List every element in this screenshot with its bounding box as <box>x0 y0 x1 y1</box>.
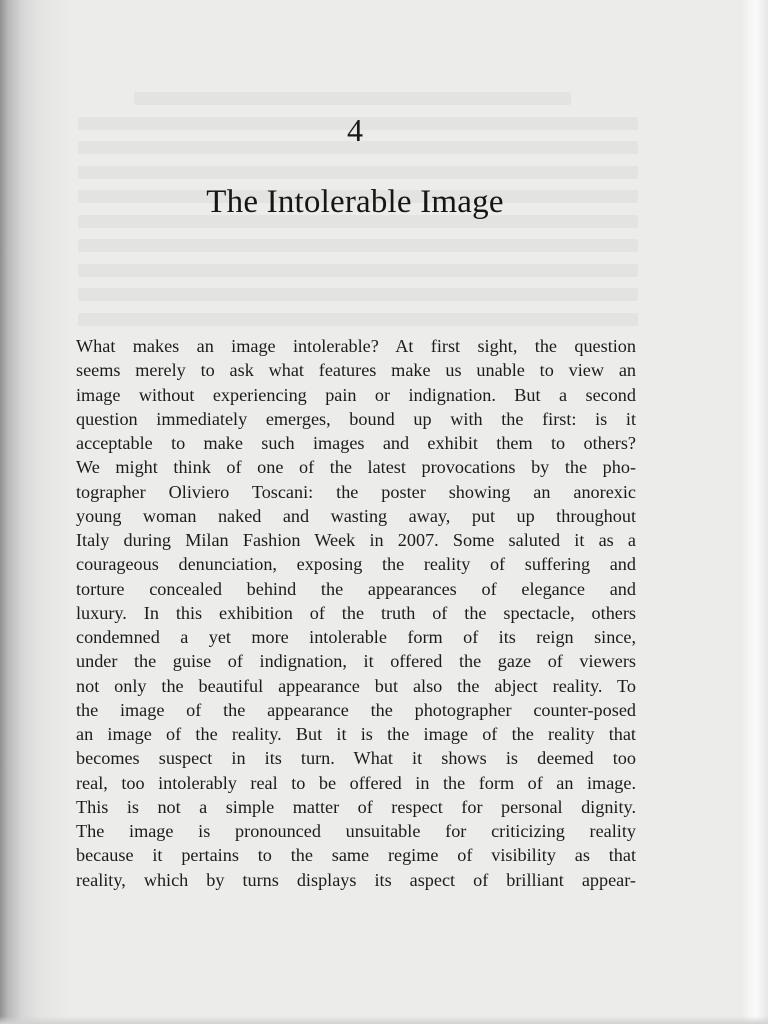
text-line: The image is pronounced unsuitable for criticizing reality <box>76 821 636 841</box>
text-line: under the guise of indignation, it offered the gaze of viewers <box>76 651 636 672</box>
text-line: Italy during Milan Fashion Week in 2007. Some saluted it as a <box>76 530 636 550</box>
text-line: condemned a yet more intolerable form of its reign since, <box>76 627 636 647</box>
text-line: image without experiencing pain or indignation. But a second <box>76 384 636 405</box>
text-line: reality, which by turns displays its aspect of brilliant appear- <box>76 869 636 890</box>
text-line: What makes an image intolerable? At first sight, the question <box>76 336 636 356</box>
text-line: torture concealed behind the appearances of elegance and <box>76 578 636 599</box>
text-line: real, too intolerably real to be offered in the form of an image. <box>76 772 636 793</box>
text-line: acceptable to make such images and exhibit them to others? <box>76 433 636 453</box>
chapter-title: The Intolerable Image <box>206 184 504 220</box>
text-line: becomes suspect in its turn. What it shows is deemed too <box>76 748 636 769</box>
text-line: young woman naked and wasting away, put up throughout <box>76 505 636 526</box>
body-paragraph <box>76 334 636 892</box>
text-line: luxury. In this exhibition of the truth of the spectacle, others <box>76 602 636 623</box>
text-line: because it pertains to the same regime of visibility as that <box>76 845 636 866</box>
text-line: not only the beautiful appearance but also the abject reality. To <box>76 675 636 696</box>
text-line: an image of the reality. But it is the image of the reality that <box>76 724 636 744</box>
page-edge <box>742 0 768 1024</box>
text-line: the image of the appearance the photographer counter-posed <box>76 699 636 720</box>
text-line: tographer Oliviero Toscani: the poster showing an anorexic <box>76 481 636 502</box>
text-line: seems merely to ask what features make us unable to view an <box>76 360 636 381</box>
page-bottom-edge <box>0 1016 768 1024</box>
chapter-number: 4 <box>347 112 363 148</box>
text-line: question immediately emerges, bound up with the first: is it <box>76 408 636 429</box>
text-line: courageous denunciation, exposing the reality of suffering and <box>76 554 636 575</box>
text-line: We might think of one of the latest provocations by the pho- <box>76 457 636 478</box>
binding-shadow <box>0 0 70 1024</box>
text-line: This is not a simple matter of respect for personal dignity. <box>76 796 636 817</box>
